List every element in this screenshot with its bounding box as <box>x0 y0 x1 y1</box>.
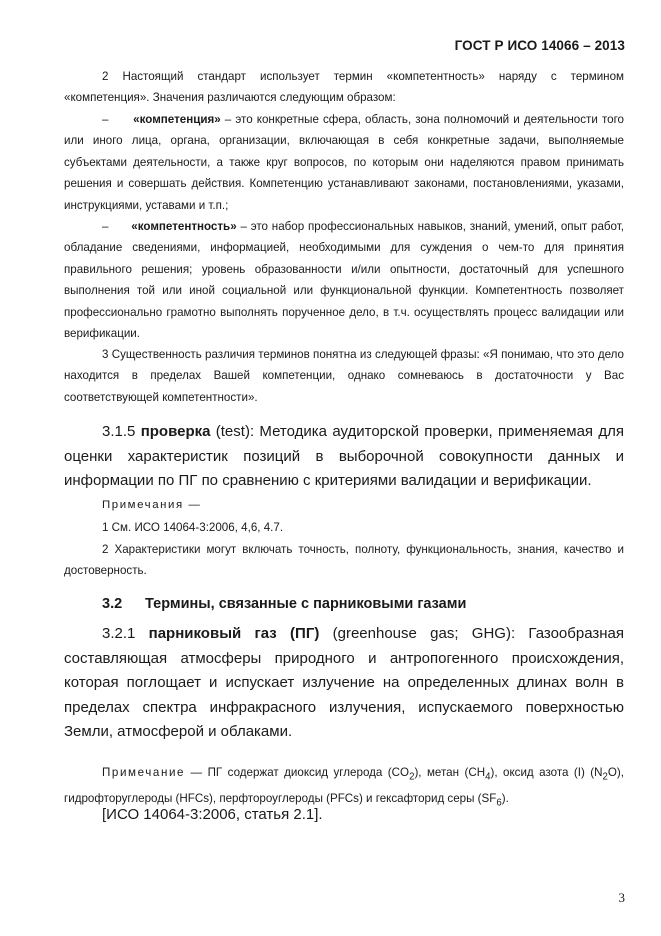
subscript: 2 <box>409 771 415 783</box>
term-number: 3.2.1 <box>102 625 149 642</box>
list-dash: – <box>102 113 109 126</box>
note-3-1-5-2: 2 Характеристики могут включать точность, полноту, функциональность, знания, качество и достоверность. <box>64 543 624 578</box>
page-number: 3 <box>618 890 625 905</box>
note-text: ). <box>501 791 509 805</box>
section-heading-3-2 <box>102 596 466 612</box>
note-text: ), оксид азота (I) (N <box>490 766 603 779</box>
term-title: парниковый газ (ПГ) <box>148 625 320 642</box>
term-definition: (greenhouse gas; GHG): Газообразная составляющая атмосферы природного и антропогенного происхождения, которая поглощает и испускает излучение на определенных длинах волн в пределах спектра инфракрасного излучения, испускаемого поверхностью Земли, атмосферой и облаками. <box>64 625 624 741</box>
note-text: O), гидрофторуглероды (HFCs), перфтороуглероды (PFCs) и гексафторид серы (SF <box>64 766 625 805</box>
note-text: ), метан (CH <box>414 766 486 779</box>
term-definition: (test): Методика аудиторской проверки, применяемая для оценки характеристик позиций в выборочной совокупности данных и информации по ПГ по сравнению с критериями валидации и верификации. <box>64 423 624 490</box>
term-title: проверка <box>140 423 211 440</box>
notes-label: Примечания — <box>102 499 202 511</box>
reference-3-2-1: [ИСО 14064-3:2006, статья 2.1]. <box>102 806 323 823</box>
list-dash: – <box>102 220 109 233</box>
term-3-2-1 <box>64 622 624 745</box>
note-label: Примечание <box>102 766 186 779</box>
definition-competence: – это конкретные сфера, область, зона полномочий и деятельности того или иного лица, органа, организации, включающая в себя конкретные задачи, выполняемые субъектами деятельности, а также круг вопросов, по которым они наделяются правом принимать решения и совершать действия. Компетенцию устанавливают законами, постановлениями, указами, инструкциями, уставами и т.п.; <box>64 113 624 212</box>
subscript: 6 <box>496 797 502 809</box>
definition-competency: – это набор профессиональных навыков, знаний, умений, опыт работ, обладание сведениями, информацией, необходимыми для суждения о чем-то для принятия правильного решения; уровень образованности и/или опытности, достаточный для успешного выполнения той или иной социальной или функциональной функции. Компетентность позволяет профессионально грамотно выполнять порученное дело, в т.ч. осуществлять процесс валидации или верификации. <box>64 220 625 341</box>
note-2-intro: 2 Настоящий стандарт использует термин «компетентность» наряду с термином «компетенция». Значения различаются следующим образом: <box>64 70 624 105</box>
term-competency: «компетентность» <box>131 220 237 233</box>
section-number: 3.2 <box>102 596 123 612</box>
term-3-1-5 <box>64 420 624 494</box>
note-text: — ПГ содержат диоксид углерода (CO <box>185 766 410 779</box>
subscript: 4 <box>485 771 491 783</box>
note-2-item-competence <box>64 109 624 216</box>
note-2-item-competency <box>64 216 624 344</box>
note-3-1-5-1: 1 См. ИСО 14064-3:2006, 4,6, 4.7. <box>102 521 284 534</box>
note-3: 3 Существенность различия терминов понятна из следующей фразы: «Я понимаю, что это дело находится в пределах Вашей компетенции, однако сомневаюсь в достаточности у Вас соответствующей компетентности». <box>64 348 624 404</box>
term-number: 3.1.5 <box>102 423 141 440</box>
document-code-header: ГОСТ Р ИСО 14066 – 2013 <box>454 38 625 53</box>
section-title: Термины, связанные с парниковыми газами <box>145 596 467 612</box>
term-competence: «компетенция» <box>133 113 221 126</box>
subscript: 2 <box>602 771 608 783</box>
